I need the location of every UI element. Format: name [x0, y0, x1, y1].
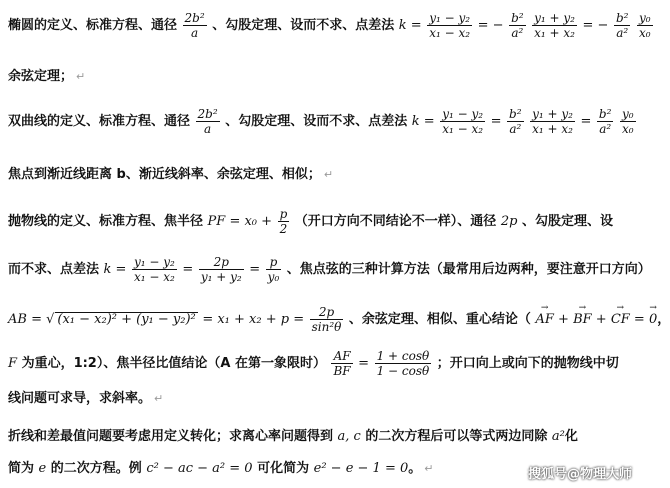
equals: = [249, 262, 261, 277]
cosine-text: 余弦定理； [8, 69, 74, 84]
fraction: $\frac{\text{b²}}{\text{a²}}$ [615, 11, 629, 40]
paragraph-mark: ↵ [154, 392, 164, 405]
asymptote-text: 焦点到渐近线距离 b、渐近线斜率、余弦定理、相似； [8, 167, 321, 182]
fraction: $\frac{\text{b²}}{\text{a²}}$ [509, 107, 522, 136]
slope-formula: k = [103, 262, 127, 277]
example-text-4: 。 [408, 461, 422, 476]
equals: = x₁ + x₂ + p = [202, 312, 305, 327]
paragraph-mark: ↵ [424, 462, 434, 475]
variable-e: e [38, 461, 47, 476]
chord-formula: AB = √ [8, 312, 55, 327]
parabola-line [8, 208, 632, 235]
parabola-text-4: 而不求、点差法 [8, 262, 100, 277]
fraction: $\frac{\text{y₁ − y₂}}{\text{x₁ − x₂}}$ [442, 107, 484, 136]
fraction: $\frac{\text{y₁ − y₂}}{\text{x₁ − x₂}}$ [429, 11, 471, 40]
parabola-text-1: 抛物线的定义、标准方程、焦半径 [8, 214, 204, 229]
a-squared: a² [551, 429, 565, 444]
fraction: $\frac{2p}{\text{sin²θ}}$ [311, 305, 342, 334]
fraction: $\frac{\text{y₁ − y₂}}{\text{x₁ − x₂}}$ [133, 255, 175, 284]
equals: = − [582, 18, 609, 33]
example-equation: c² − ac − a² = 0 [146, 461, 253, 476]
latus-rectum-formula: $\frac{\text{2b²}}{a}$ [197, 107, 218, 136]
ratio-text-2: ；开口向上或向下的抛物线中切 [436, 356, 619, 371]
parabola-line-2 [8, 255, 651, 284]
example-text-3: 可化简为 [257, 461, 310, 476]
parabola-text-3: 、勾股定理、设 [521, 214, 613, 229]
watermark: 搜狐号@物理大师 [527, 467, 632, 482]
example-text-2: 的二次方程。例 [50, 461, 142, 476]
fraction: $\frac{\text{y₀}}{\text{x₀}}$ [638, 11, 651, 40]
hyperbola-text-2: 、勾股定理、设而不求、点差法 [225, 114, 408, 129]
ellipse-text-2: 、勾股定理、设而不求、点差法 [212, 18, 395, 33]
fraction: $\frac{1 + \cos\theta}{1 - \cos\theta}$ [376, 349, 430, 378]
latus-rectum-value: 2p [500, 214, 518, 229]
tangent-line [8, 392, 632, 405]
centroid-vector-formula: → AF + → BF + → CF = → 0 [535, 312, 657, 327]
point-difference-formula: k = [411, 114, 435, 129]
paragraph-mark: ↵ [323, 168, 334, 181]
chord-line [8, 305, 670, 334]
fraction: $\frac{\text{b²}}{\text{a²}}$ [511, 11, 524, 40]
equals: = [358, 356, 370, 371]
focal-radius-formula: PF = x₀ + [207, 214, 273, 229]
fraction: $\frac{\text{y₀}}{\text{x₀}}$ [621, 107, 634, 136]
fraction: $\frac{2p}{\text{y₁ + y₂}}$ [200, 255, 242, 284]
paragraph-mark: ↵ [76, 70, 86, 83]
ellipse-line [8, 11, 651, 40]
ratio-line [8, 350, 632, 377]
example-text-1: 简为 [8, 461, 35, 476]
fraction: $\frac{\text{y₁ + y₂}}{\text{x₁ + x₂}}$ [532, 107, 573, 136]
fraction: $\frac{p}{2}$ [279, 207, 288, 236]
eccentricity-line [8, 430, 632, 443]
sqrt-expression: (x₁ − x₂)² + (y₁ − y₂)² [57, 312, 196, 327]
eccentricity-text-3: 化 [564, 429, 578, 444]
chord-text-1: 、余弦定理、相似、重心结论（ [348, 312, 531, 327]
parabola-text-5: 、焦点弦的三种计算方法（最常用后边两种，要注意开口方向） [286, 262, 651, 277]
tangent-text: 线问题可求导，求斜率。 [8, 391, 152, 406]
chord-text-2: ， [657, 312, 670, 327]
variables-ac: a, c [337, 429, 361, 444]
fraction: $\frac{AF}{BF}$ [333, 349, 351, 378]
focus-symbol: F [8, 356, 18, 371]
fraction: $\frac{\text{b²}}{\text{a²}}$ [598, 107, 612, 136]
equals: = [182, 262, 194, 277]
fraction: $\frac{p}{\text{y₀}}$ [267, 255, 280, 284]
point-difference-formula: k = [398, 18, 422, 33]
parabola-text-2: （开口方向不同结论不一样）、通径 [294, 214, 497, 229]
hyperbola-text-1: 双曲线的定义、标准方程、通径 [8, 114, 191, 129]
ellipse-text-1: 椭圆的定义、标准方程、通径 [8, 18, 178, 33]
eccentricity-text-1: 折线和差最值问题要考虑用定义转化；求离心率问题得到 [8, 429, 334, 444]
latus-rectum-formula: $\frac{\text{2b²}}{a}$ [184, 11, 205, 40]
simplified-equation: e² − e − 1 = 0 [313, 461, 409, 476]
asymptote-line [8, 168, 632, 181]
ratio-text-1: 为重心，1:2）、焦半径比值结论（A 在第一象限时） [21, 356, 326, 371]
eccentricity-text-2: 的二次方程后可以等式两边同除 [365, 429, 548, 444]
hyperbola-line [8, 108, 632, 135]
fraction: $\frac{\text{y₁ + y₂}}{\text{x₁ + x₂}}$ [534, 11, 575, 40]
equals: = − [477, 18, 504, 33]
equals: = [490, 114, 502, 129]
cosine-line [8, 70, 632, 83]
equals: = [580, 114, 592, 129]
